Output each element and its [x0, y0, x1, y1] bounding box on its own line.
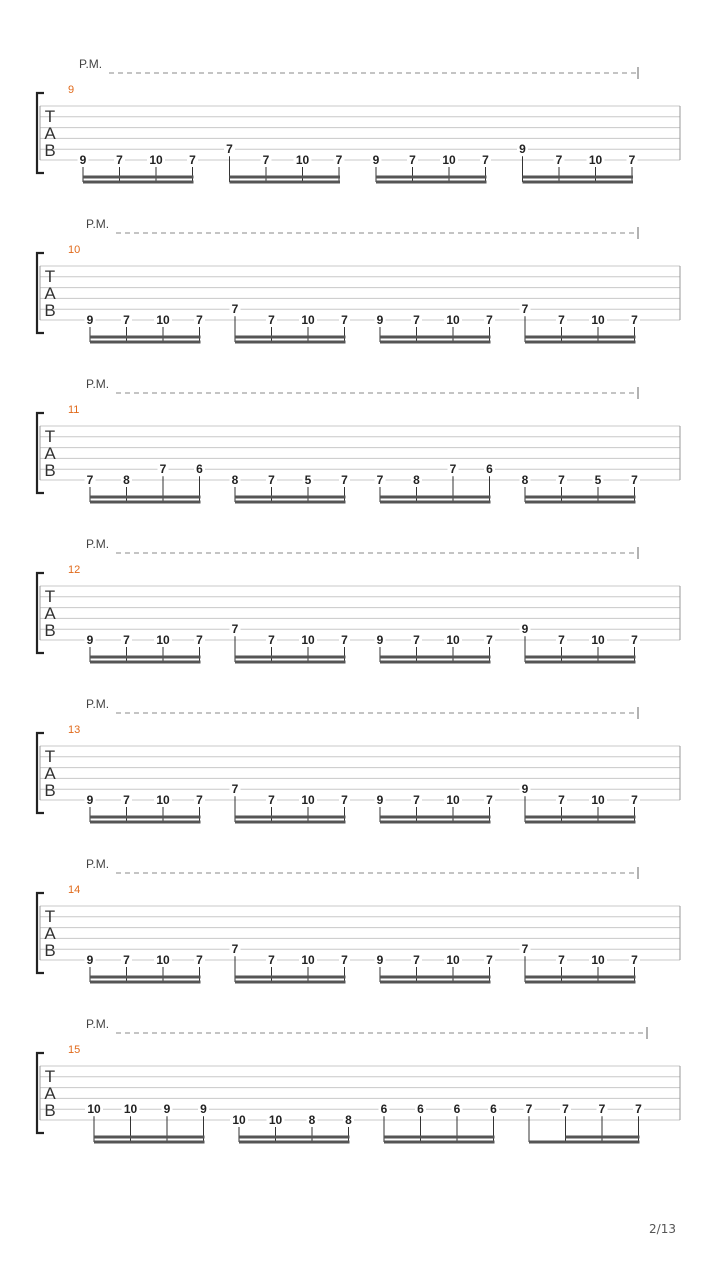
fret-number: 7 — [558, 953, 565, 967]
beam — [525, 976, 636, 979]
beam — [90, 341, 201, 344]
fret-number: 7 — [268, 633, 275, 647]
fret-number: 7 — [413, 633, 420, 647]
fret-number: 9 — [163, 1102, 171, 1117]
tab-system — [37, 217, 680, 344]
fret-number: 7 — [231, 302, 239, 317]
fret-number: 7 — [521, 942, 529, 957]
palm-mute-label: P.M. — [86, 537, 110, 551]
fret-number: 7 — [196, 313, 203, 327]
fret-number: 10 — [446, 313, 460, 327]
fret-number: 5 — [304, 473, 312, 487]
fret-number: 7 — [631, 633, 638, 647]
fret-number: 6 — [486, 462, 493, 477]
fret-number: 7 — [231, 622, 239, 637]
beam — [525, 816, 636, 819]
tab-clef-letter: B — [44, 941, 56, 960]
fret-number: 7 — [558, 473, 565, 487]
fret-number: 7 — [631, 793, 638, 807]
tab-clef-letter: T — [44, 1067, 56, 1086]
beam — [235, 656, 346, 659]
beam — [230, 176, 341, 179]
fret-number: 7 — [482, 153, 489, 167]
fret-number: 9 — [86, 633, 94, 647]
beam — [380, 656, 491, 659]
beam — [380, 336, 491, 339]
beam — [90, 336, 201, 339]
tab-clef-letter: B — [44, 141, 56, 160]
measure-number: 10 — [68, 244, 81, 256]
fret-number: 7 — [558, 633, 565, 647]
beam — [239, 1141, 350, 1144]
beam — [525, 981, 636, 984]
fret-number: 7 — [123, 633, 130, 647]
palm-mute-label: P.M. — [86, 1017, 110, 1031]
fret-number: 7 — [123, 313, 130, 327]
beam — [235, 981, 346, 984]
fret-number: 10 — [588, 153, 603, 167]
tab-clef-letter: T — [44, 427, 56, 446]
fret-number: 10 — [149, 153, 163, 167]
beam — [525, 656, 636, 659]
fret-number: 10 — [156, 953, 170, 967]
fret-number: 7 — [486, 633, 493, 647]
fret-number: 7 — [196, 953, 203, 967]
fret-number: 10 — [156, 793, 170, 807]
beam — [230, 181, 341, 184]
fret-number: 7 — [555, 153, 563, 167]
fret-number: 7 — [628, 153, 636, 167]
beam — [376, 176, 487, 179]
fret-number: 7 — [159, 462, 167, 477]
fret-number: 10 — [301, 793, 315, 807]
measure-number: 14 — [68, 884, 81, 896]
fret-number: 10 — [591, 313, 605, 327]
tab-clef-letter: A — [44, 444, 56, 463]
beam — [235, 976, 346, 979]
tab-clef-letter: A — [44, 764, 56, 783]
measure-number: 15 — [68, 1044, 81, 1056]
tab-clef-letter: A — [44, 284, 56, 303]
beam — [380, 976, 491, 979]
fret-number: 7 — [341, 793, 348, 807]
fret-number: 10 — [295, 153, 310, 167]
fret-number: 7 — [268, 313, 275, 327]
fret-number: 7 — [376, 473, 384, 487]
tab-system — [37, 857, 680, 984]
fret-number: 7 — [631, 313, 638, 327]
tab-system — [37, 537, 680, 664]
beam — [90, 661, 201, 664]
palm-mute-label: P.M. — [86, 217, 110, 231]
beam — [83, 181, 194, 184]
tab-clef-letter: A — [44, 124, 56, 143]
beam — [384, 1136, 495, 1139]
fret-number: 10 — [232, 1113, 246, 1127]
fret-number: 7 — [631, 473, 638, 487]
tab-system — [37, 1017, 680, 1144]
beam — [235, 496, 346, 499]
beam — [90, 501, 201, 504]
fret-number: 7 — [341, 633, 348, 647]
fret-number: 7 — [486, 313, 493, 327]
fret-number: 10 — [446, 793, 460, 807]
measure-number: 11 — [68, 404, 80, 416]
tab-clef-letter: B — [44, 781, 56, 800]
fret-number: 9 — [521, 622, 529, 637]
beam — [380, 821, 491, 824]
fret-number: 10 — [268, 1113, 283, 1127]
fret-number: 8 — [308, 1113, 316, 1127]
fret-number: 7 — [341, 473, 348, 487]
tab-clef-letter: T — [44, 907, 56, 926]
fret-number: 8 — [123, 473, 130, 487]
beam — [94, 1141, 205, 1144]
fret-number: 10 — [87, 1102, 101, 1117]
measure-number: 9 — [68, 84, 75, 96]
fret-number: 9 — [86, 313, 94, 327]
measure-number: 13 — [68, 724, 81, 736]
fret-number: 10 — [591, 793, 605, 807]
fret-number: 7 — [189, 153, 196, 167]
fret-number: 7 — [268, 953, 275, 967]
beam — [384, 1141, 495, 1144]
tab-clef-letter: B — [44, 301, 56, 320]
fret-number: 7 — [116, 153, 123, 167]
beam — [525, 821, 636, 824]
fret-number: 7 — [631, 953, 638, 967]
beam — [235, 821, 346, 824]
beam — [90, 821, 201, 824]
tab-clef-letter: T — [44, 587, 56, 606]
fret-number: 10 — [446, 953, 460, 967]
fret-number: 10 — [156, 633, 170, 647]
beam — [94, 1136, 205, 1139]
tab-clef-letter: T — [44, 267, 56, 286]
fret-number: 7 — [409, 153, 416, 167]
beam — [380, 341, 491, 344]
fret-number: 10 — [123, 1102, 138, 1117]
fret-number: 10 — [156, 313, 170, 327]
beam — [523, 181, 634, 184]
fret-number: 6 — [453, 1102, 461, 1117]
measure-number: 12 — [68, 564, 81, 576]
beam — [380, 501, 491, 504]
fret-number: 7 — [486, 793, 493, 807]
beam — [235, 661, 346, 664]
beam — [235, 501, 346, 504]
beam — [523, 176, 634, 179]
fret-number: 7 — [598, 1102, 606, 1117]
fret-number: 9 — [376, 313, 384, 327]
beam — [525, 496, 636, 499]
tab-clef-letter: A — [44, 604, 56, 623]
beam — [566, 1136, 640, 1139]
fret-number: 10 — [442, 153, 456, 167]
beam — [90, 656, 201, 659]
palm-mute-label: P.M. — [86, 697, 110, 711]
fret-number: 9 — [86, 793, 94, 807]
fret-number: 7 — [525, 1102, 533, 1117]
beam — [90, 816, 201, 819]
tab-clef-letter: A — [44, 1084, 56, 1103]
beam — [90, 496, 201, 499]
fret-number: 8 — [345, 1113, 352, 1127]
fret-number: 7 — [196, 793, 203, 807]
fret-number: 7 — [335, 153, 343, 167]
beam — [380, 661, 491, 664]
fret-number: 7 — [226, 142, 233, 157]
tab-system — [37, 377, 680, 504]
fret-number: 8 — [413, 473, 420, 487]
fret-number: 9 — [372, 153, 380, 167]
beam — [529, 1141, 640, 1144]
fret-number: 10 — [591, 633, 605, 647]
fret-number: 6 — [196, 462, 203, 477]
beam — [525, 336, 636, 339]
beam — [235, 341, 346, 344]
tab-system — [37, 57, 680, 184]
beam — [525, 661, 636, 664]
palm-mute-label: P.M. — [86, 857, 110, 871]
fret-number: 7 — [262, 153, 270, 167]
fret-number: 7 — [268, 793, 275, 807]
fret-number: 6 — [490, 1102, 497, 1117]
fret-number: 7 — [231, 942, 239, 957]
tab-clef-letter: T — [44, 107, 56, 126]
fret-number: 7 — [635, 1102, 642, 1117]
fret-number: 7 — [341, 313, 348, 327]
fret-number: 9 — [376, 793, 384, 807]
fret-number: 7 — [341, 953, 348, 967]
beam — [525, 501, 636, 504]
fret-number: 7 — [558, 313, 565, 327]
fret-number: 9 — [79, 153, 87, 167]
palm-mute-label: P.M. — [86, 377, 110, 391]
beam — [525, 341, 636, 344]
fret-number: 10 — [301, 313, 315, 327]
fret-number: 9 — [200, 1102, 207, 1117]
fret-number: 9 — [519, 142, 526, 157]
beam — [235, 336, 346, 339]
fret-number: 7 — [558, 793, 565, 807]
fret-number: 7 — [196, 633, 203, 647]
fret-number: 7 — [562, 1102, 569, 1117]
fret-number: 7 — [123, 953, 130, 967]
fret-number: 7 — [449, 462, 457, 477]
tab-clef-letter: B — [44, 1101, 56, 1120]
fret-number: 7 — [413, 793, 420, 807]
fret-number: 7 — [521, 302, 529, 317]
fret-number: 9 — [521, 782, 529, 797]
fret-number: 10 — [301, 633, 315, 647]
fret-number: 7 — [231, 782, 239, 797]
fret-number: 10 — [591, 953, 605, 967]
fret-number: 10 — [446, 633, 460, 647]
beam — [380, 816, 491, 819]
tab-clef-letter: T — [44, 747, 56, 766]
palm-mute-label: P.M. — [79, 57, 103, 71]
beam — [90, 976, 201, 979]
page-number: 2/13 — [649, 1222, 676, 1236]
tab-clef-letter: B — [44, 461, 56, 480]
fret-number: 9 — [86, 953, 94, 967]
fret-number: 7 — [486, 953, 493, 967]
beam — [376, 181, 487, 184]
tab-clef-letter: B — [44, 621, 56, 640]
beam — [235, 816, 346, 819]
fret-number: 5 — [594, 473, 602, 487]
beam — [380, 981, 491, 984]
beam — [90, 981, 201, 984]
fret-number: 7 — [268, 473, 275, 487]
fret-number: 8 — [231, 473, 239, 487]
fret-number: 6 — [380, 1102, 388, 1117]
fret-number: 9 — [376, 953, 384, 967]
fret-number: 8 — [521, 473, 529, 487]
fret-number: 10 — [301, 953, 315, 967]
fret-number: 7 — [123, 793, 130, 807]
tab-clef-letter: A — [44, 924, 56, 943]
beam — [239, 1136, 350, 1139]
tab-system — [37, 697, 680, 824]
fret-number: 9 — [376, 633, 384, 647]
fret-number: 6 — [417, 1102, 424, 1117]
fret-number: 7 — [413, 953, 420, 967]
fret-number: 7 — [413, 313, 420, 327]
fret-number: 7 — [86, 473, 94, 487]
beam — [380, 496, 491, 499]
beam — [83, 176, 194, 179]
